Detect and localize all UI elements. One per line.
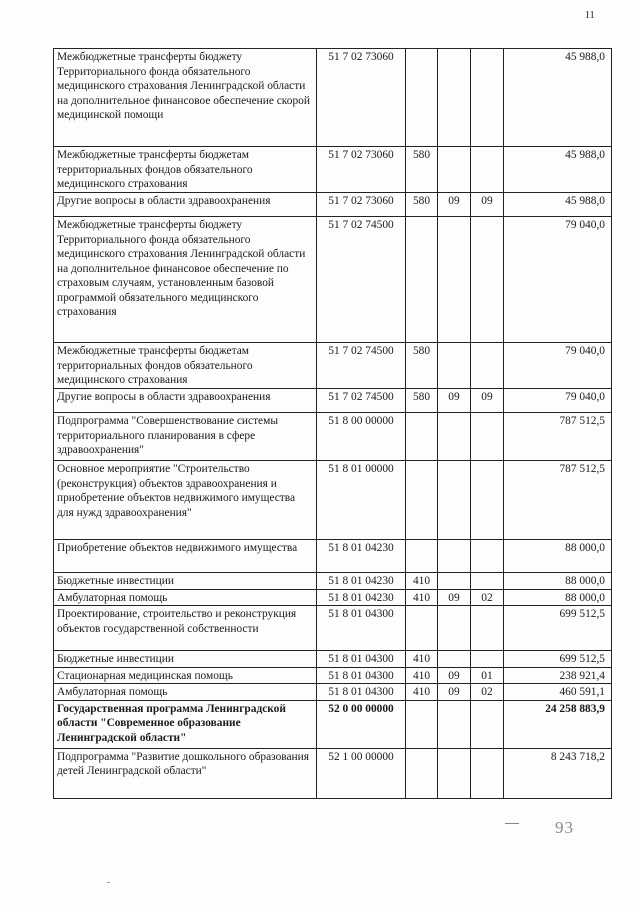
table-row [54, 606, 612, 651]
row-subsection [471, 700, 504, 748]
row-name: Подпрограмма "Совершенствование системы территориального планирования в сфере здравоохранения" [54, 413, 317, 461]
row-amount: 79 040,0 [504, 343, 612, 389]
row-name: Бюджетные инвестиции [54, 651, 317, 668]
table-row [54, 589, 612, 606]
row-expense-type: 410 [406, 589, 438, 606]
row-name: Проектирование, строительство и реконструкция объектов государственной собственности [54, 606, 317, 651]
row-amount: 238 921,4 [504, 667, 612, 684]
row-section [438, 49, 471, 147]
row-subsection [471, 748, 504, 798]
row-section: 09 [438, 389, 471, 413]
row-target-code: 51 8 01 00000 [317, 461, 406, 540]
row-section [438, 700, 471, 748]
row-target-code: 51 7 02 74500 [317, 389, 406, 413]
row-section [438, 606, 471, 651]
table-row [54, 413, 612, 461]
row-expense-type [406, 606, 438, 651]
table-row [54, 389, 612, 413]
row-name: Другие вопросы в области здравоохранения [54, 389, 317, 413]
row-amount: 699 512,5 [504, 606, 612, 651]
row-subsection [471, 413, 504, 461]
row-subsection [471, 49, 504, 147]
row-amount: 24 258 883,9 [504, 700, 612, 748]
row-target-code: 52 1 00 00000 [317, 748, 406, 798]
row-section [438, 147, 471, 193]
row-name: Межбюджетные трансферты бюджету Территориального фонда обязательного медицинского страхования Ленинградской области на дополнительное финансовое обеспечение скорой медицинской помощи [54, 49, 317, 147]
row-subsection: 02 [471, 684, 504, 701]
row-amount: 88 000,0 [504, 540, 612, 573]
row-amount: 88 000,0 [504, 573, 612, 590]
row-expense-type [406, 540, 438, 573]
row-expense-type [406, 49, 438, 147]
scan-artifact [107, 882, 110, 883]
page-number: 11 [585, 10, 595, 21]
row-target-code: 51 8 01 04300 [317, 667, 406, 684]
row-target-code: 51 8 00 00000 [317, 413, 406, 461]
row-subsection [471, 606, 504, 651]
row-expense-type: 410 [406, 651, 438, 668]
row-subsection [471, 461, 504, 540]
table-row [54, 461, 612, 540]
row-subsection [471, 651, 504, 668]
row-section [438, 461, 471, 540]
row-expense-type: 580 [406, 343, 438, 389]
budget-table [53, 48, 612, 799]
table-row [54, 651, 612, 668]
row-expense-type [406, 748, 438, 798]
row-target-code: 51 7 02 74500 [317, 217, 406, 343]
row-name: Амбулаторная помощь [54, 589, 317, 606]
row-subsection [471, 147, 504, 193]
row-target-code: 51 7 02 73060 [317, 49, 406, 147]
row-amount: 79 040,0 [504, 389, 612, 413]
row-name: Подпрограмма "Развитие дошкольного образования детей Ленинградской области" [54, 748, 317, 798]
table-row [54, 147, 612, 193]
row-subsection [471, 573, 504, 590]
row-subsection [471, 540, 504, 573]
table-row [54, 49, 612, 147]
row-target-code: 51 8 01 04230 [317, 540, 406, 573]
footer-dash [505, 823, 519, 824]
row-target-code: 51 8 01 04300 [317, 684, 406, 701]
row-target-code: 51 7 02 73060 [317, 193, 406, 217]
row-section [438, 217, 471, 343]
row-target-code: 51 8 01 04230 [317, 573, 406, 590]
row-target-code: 51 8 01 04300 [317, 651, 406, 668]
row-section: 09 [438, 193, 471, 217]
row-name: Государственная программа Ленинградской области "Современное образование Ленинградской области" [54, 700, 317, 748]
table-row [54, 193, 612, 217]
row-expense-type [406, 700, 438, 748]
row-target-code: 51 7 02 74500 [317, 343, 406, 389]
row-name: Основное мероприятие "Строительство (реконструкция) объектов здравоохранения и приобретение объектов недвижимого имущества для нужд здравоохранения" [54, 461, 317, 540]
row-section [438, 573, 471, 590]
row-name: Межбюджетные трансферты бюджетам территориальных фондов обязательного медицинского страхования [54, 343, 317, 389]
row-name: Межбюджетные трансферты бюджетам территориальных фондов обязательного медицинского страхования [54, 147, 317, 193]
row-amount: 787 512,5 [504, 461, 612, 540]
table-row [54, 684, 612, 701]
row-subsection [471, 217, 504, 343]
row-name: Стационарная медицинская помощь [54, 667, 317, 684]
row-subsection: 09 [471, 193, 504, 217]
row-subsection [471, 343, 504, 389]
table-row [54, 217, 612, 343]
table-row [54, 540, 612, 573]
row-expense-type [406, 217, 438, 343]
row-name: Бюджетные инвестиции [54, 573, 317, 590]
row-expense-type: 410 [406, 667, 438, 684]
row-amount: 460 591,1 [504, 684, 612, 701]
row-expense-type: 410 [406, 573, 438, 590]
row-section: 09 [438, 684, 471, 701]
row-subsection: 02 [471, 589, 504, 606]
row-section [438, 748, 471, 798]
row-expense-type [406, 461, 438, 540]
row-expense-type: 580 [406, 193, 438, 217]
row-subsection: 01 [471, 667, 504, 684]
row-target-code: 51 8 01 04230 [317, 589, 406, 606]
table-row [54, 667, 612, 684]
table-row [54, 573, 612, 590]
row-amount: 8 243 718,2 [504, 748, 612, 798]
row-subsection: 09 [471, 389, 504, 413]
row-name: Другие вопросы в области здравоохранения [54, 193, 317, 217]
row-target-code: 52 0 00 00000 [317, 700, 406, 748]
row-target-code: 51 8 01 04300 [317, 606, 406, 651]
row-name: Приобретение объектов недвижимого имущества [54, 540, 317, 573]
table-row [54, 343, 612, 389]
row-section: 09 [438, 589, 471, 606]
row-section [438, 651, 471, 668]
row-amount: 787 512,5 [504, 413, 612, 461]
row-section [438, 540, 471, 573]
row-amount: 45 988,0 [504, 147, 612, 193]
row-expense-type: 580 [406, 147, 438, 193]
row-expense-type: 410 [406, 684, 438, 701]
row-amount: 79 040,0 [504, 217, 612, 343]
row-target-code: 51 7 02 73060 [317, 147, 406, 193]
row-amount: 45 988,0 [504, 193, 612, 217]
row-amount: 45 988,0 [504, 49, 612, 147]
row-amount: 88 000,0 [504, 589, 612, 606]
row-name: Межбюджетные трансферты бюджету Территориального фонда обязательного медицинского страхования Ленинградской области на дополнительное финансовое обеспечение по страховым случаям, установленным базовой программой обязательного медицинского страхования [54, 217, 317, 343]
row-section: 09 [438, 667, 471, 684]
row-expense-type [406, 413, 438, 461]
row-section [438, 343, 471, 389]
row-section [438, 413, 471, 461]
table-row [54, 700, 612, 748]
footer-page-mark: 93 [555, 818, 574, 837]
row-expense-type: 580 [406, 389, 438, 413]
table-row [54, 748, 612, 798]
row-amount: 699 512,5 [504, 651, 612, 668]
row-name: Амбулаторная помощь [54, 684, 317, 701]
